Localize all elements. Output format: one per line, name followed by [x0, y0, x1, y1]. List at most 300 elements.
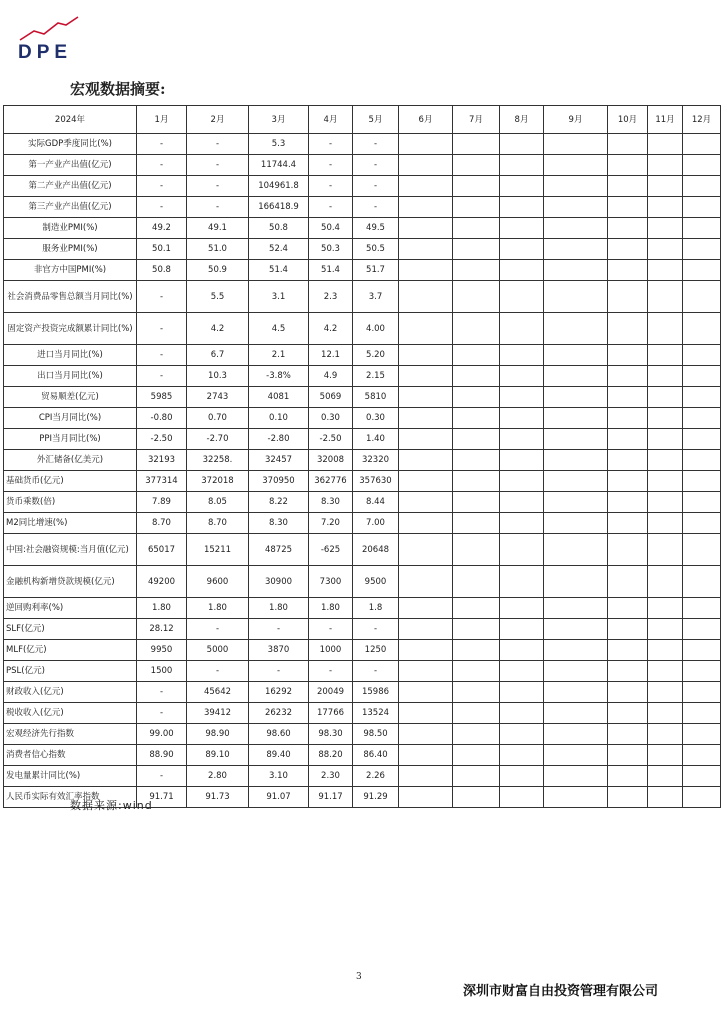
table-cell — [453, 534, 500, 566]
table-cell: 0.30 — [309, 408, 353, 429]
table-cell — [453, 661, 500, 682]
table-cell — [399, 661, 453, 682]
row-label: 税收收入(亿元) — [4, 703, 137, 724]
table-cell — [648, 134, 683, 155]
table-cell: 5.3 — [249, 134, 309, 155]
table-cell: 50.8 — [137, 260, 187, 281]
table-cell — [608, 766, 648, 787]
table-cell: -0.80 — [137, 408, 187, 429]
table-cell: 11744.4 — [249, 155, 309, 176]
table-cell — [608, 619, 648, 640]
table-cell — [399, 450, 453, 471]
table-cell: 9600 — [187, 566, 249, 598]
table-cell — [453, 313, 500, 345]
table-cell — [683, 366, 721, 387]
table-cell — [648, 345, 683, 366]
table-cell: 12.1 — [309, 345, 353, 366]
table-cell — [544, 471, 608, 492]
table-cell: - — [137, 366, 187, 387]
table-cell: -3.8% — [249, 366, 309, 387]
table-cell: 99.00 — [137, 724, 187, 745]
table-cell — [399, 281, 453, 313]
table-row — [4, 197, 721, 218]
table-cell: 5069 — [309, 387, 353, 408]
table-cell — [648, 471, 683, 492]
table-cell: 49.5 — [353, 218, 399, 239]
table-cell — [500, 492, 544, 513]
table-row — [4, 450, 721, 471]
table-cell: - — [353, 619, 399, 640]
table-cell — [683, 598, 721, 619]
table-cell — [399, 408, 453, 429]
table-cell — [453, 703, 500, 724]
table-row — [4, 745, 721, 766]
table-header-row — [4, 106, 721, 134]
table-cell: 50.4 — [309, 218, 353, 239]
table-row — [4, 492, 721, 513]
header-month: 12月 — [683, 106, 721, 134]
page-title: 宏观数据摘要: — [70, 80, 166, 98]
table-cell — [399, 260, 453, 281]
table-cell — [544, 566, 608, 598]
table-cell: 5810 — [353, 387, 399, 408]
table-cell: 32258. — [187, 450, 249, 471]
table-cell — [500, 260, 544, 281]
row-label: 非官方中国PMI(%) — [4, 260, 137, 281]
table-cell — [544, 598, 608, 619]
table-cell — [500, 387, 544, 408]
table-cell — [608, 513, 648, 534]
table-cell — [683, 197, 721, 218]
table-cell — [399, 387, 453, 408]
table-cell — [544, 492, 608, 513]
table-cell — [500, 281, 544, 313]
table-cell — [453, 513, 500, 534]
table-cell: 98.30 — [309, 724, 353, 745]
table-cell: 49200 — [137, 566, 187, 598]
table-cell: 2.30 — [309, 766, 353, 787]
table-cell — [648, 534, 683, 566]
table-cell — [608, 313, 648, 345]
table-cell — [544, 787, 608, 808]
table-cell — [648, 566, 683, 598]
table-cell: 51.4 — [309, 260, 353, 281]
table-cell: 3.1 — [249, 281, 309, 313]
table-cell — [399, 745, 453, 766]
table-row — [4, 313, 721, 345]
table-cell — [648, 408, 683, 429]
table-cell: 3.7 — [353, 281, 399, 313]
header-month: 2月 — [187, 106, 249, 134]
table-cell — [608, 471, 648, 492]
table-cell — [608, 534, 648, 566]
table-row — [4, 155, 721, 176]
table-cell: 1.40 — [353, 429, 399, 450]
table-cell: 26232 — [249, 703, 309, 724]
table-cell — [544, 281, 608, 313]
table-cell: 9950 — [137, 640, 187, 661]
table-cell: - — [137, 313, 187, 345]
table-cell — [608, 682, 648, 703]
table-cell — [500, 598, 544, 619]
row-label: SLF(亿元) — [4, 619, 137, 640]
table-cell — [683, 492, 721, 513]
table-cell: - — [137, 197, 187, 218]
table-cell — [399, 176, 453, 197]
table-cell — [500, 787, 544, 808]
table-cell — [608, 492, 648, 513]
table-cell: -2.50 — [137, 429, 187, 450]
table-row — [4, 281, 721, 313]
table-cell — [399, 566, 453, 598]
table-cell — [500, 513, 544, 534]
table-cell: 50.8 — [249, 218, 309, 239]
header-month: 9月 — [544, 106, 608, 134]
table-cell: - — [353, 134, 399, 155]
table-cell: 32457 — [249, 450, 309, 471]
table-cell — [544, 366, 608, 387]
table-cell — [683, 566, 721, 598]
table-cell: 8.70 — [137, 513, 187, 534]
table-cell: 8.22 — [249, 492, 309, 513]
table-cell — [544, 724, 608, 745]
table-cell — [608, 134, 648, 155]
table-cell — [453, 640, 500, 661]
table-cell — [608, 155, 648, 176]
table-cell: 45642 — [187, 682, 249, 703]
table-row — [4, 176, 721, 197]
table-cell: 98.90 — [187, 724, 249, 745]
table-cell: - — [309, 619, 353, 640]
row-label: 人民币实际有效汇率指数 — [4, 787, 137, 808]
row-label: PPI当月同比(%) — [4, 429, 137, 450]
table-cell — [683, 387, 721, 408]
table-cell: 50.1 — [137, 239, 187, 260]
table-cell — [500, 176, 544, 197]
table-cell: - — [353, 661, 399, 682]
table-cell — [453, 766, 500, 787]
table-cell — [648, 492, 683, 513]
table-cell — [453, 260, 500, 281]
logo-text: DPE — [18, 42, 73, 63]
table-cell — [453, 471, 500, 492]
table-cell — [608, 566, 648, 598]
table-cell — [399, 471, 453, 492]
table-cell — [453, 566, 500, 598]
table-cell — [648, 724, 683, 745]
table-cell: 2743 — [187, 387, 249, 408]
table-cell: 49.2 — [137, 218, 187, 239]
macro-data-table — [3, 105, 721, 808]
table-cell — [683, 682, 721, 703]
table-cell — [500, 134, 544, 155]
table-cell — [399, 766, 453, 787]
table-cell — [500, 640, 544, 661]
table-cell — [500, 703, 544, 724]
table-cell — [399, 640, 453, 661]
row-label: MLF(亿元) — [4, 640, 137, 661]
table-cell: 7300 — [309, 566, 353, 598]
table-cell — [500, 197, 544, 218]
row-label: 社会消费品零售总额当月同比(%) — [4, 281, 137, 313]
table-cell: - — [309, 176, 353, 197]
row-label: 固定资产投资完成额累计同比(%) — [4, 313, 137, 345]
table-cell: 89.40 — [249, 745, 309, 766]
table-row — [4, 534, 721, 566]
table-cell: 4.00 — [353, 313, 399, 345]
table-cell: 8.70 — [187, 513, 249, 534]
row-label: CPI当月同比(%) — [4, 408, 137, 429]
table-cell — [500, 366, 544, 387]
table-cell — [683, 218, 721, 239]
table-cell: - — [137, 766, 187, 787]
table-cell — [544, 155, 608, 176]
table-cell: - — [353, 197, 399, 218]
table-cell — [648, 682, 683, 703]
row-label: 出口当月同比(%) — [4, 366, 137, 387]
table-cell — [500, 661, 544, 682]
table-cell — [648, 239, 683, 260]
row-label: 财政收入(亿元) — [4, 682, 137, 703]
table-cell: 8.44 — [353, 492, 399, 513]
table-cell — [648, 513, 683, 534]
table-cell — [500, 450, 544, 471]
table-cell — [399, 598, 453, 619]
table-cell — [453, 745, 500, 766]
row-label: 发电量累计同比(%) — [4, 766, 137, 787]
table-row — [4, 345, 721, 366]
table-cell — [648, 281, 683, 313]
table-cell — [648, 787, 683, 808]
header-month: 8月 — [500, 106, 544, 134]
table-cell — [399, 345, 453, 366]
table-cell — [544, 450, 608, 471]
table-cell — [500, 313, 544, 345]
table-cell — [500, 682, 544, 703]
table-cell — [399, 134, 453, 155]
table-cell — [453, 176, 500, 197]
table-cell — [453, 218, 500, 239]
table-cell: 88.20 — [309, 745, 353, 766]
table-cell: 4.2 — [187, 313, 249, 345]
table-cell: 2.3 — [309, 281, 353, 313]
table-cell — [399, 619, 453, 640]
table-cell: 7.89 — [137, 492, 187, 513]
table-row — [4, 260, 721, 281]
table-cell: 52.4 — [249, 239, 309, 260]
table-cell: 88.90 — [137, 745, 187, 766]
table-row — [4, 682, 721, 703]
table-cell — [608, 408, 648, 429]
table-cell: 32320 — [353, 450, 399, 471]
table-cell — [500, 745, 544, 766]
table-cell: 104961.8 — [249, 176, 309, 197]
table-cell: 357630 — [353, 471, 399, 492]
table-row — [4, 703, 721, 724]
table-cell: 8.30 — [249, 513, 309, 534]
table-cell: 98.50 — [353, 724, 399, 745]
row-label: 实际GDP季度同比(%) — [4, 134, 137, 155]
table-cell — [453, 239, 500, 260]
table-cell — [608, 640, 648, 661]
table-cell — [608, 239, 648, 260]
table-cell: 5.20 — [353, 345, 399, 366]
table-cell — [648, 429, 683, 450]
table-cell — [683, 313, 721, 345]
table-cell — [399, 155, 453, 176]
table-cell: 51.0 — [187, 239, 249, 260]
table-cell — [453, 429, 500, 450]
table-row — [4, 429, 721, 450]
row-label: 第三产业产出值(亿元) — [4, 197, 137, 218]
header-year: 2024年 — [4, 106, 137, 134]
table-cell: -2.70 — [187, 429, 249, 450]
header-month: 3月 — [249, 106, 309, 134]
table-cell: - — [353, 155, 399, 176]
table-cell: 4.9 — [309, 366, 353, 387]
table-cell: - — [309, 661, 353, 682]
table-cell — [500, 619, 544, 640]
table-cell: 0.10 — [249, 408, 309, 429]
table-cell — [648, 619, 683, 640]
table-cell — [683, 724, 721, 745]
table-cell: 166418.9 — [249, 197, 309, 218]
table-cell — [683, 134, 721, 155]
table-cell — [544, 766, 608, 787]
table-cell: 91.71 — [137, 787, 187, 808]
table-row — [4, 366, 721, 387]
table-cell — [399, 313, 453, 345]
table-cell — [500, 345, 544, 366]
table-cell — [648, 640, 683, 661]
row-label: 进口当月同比(%) — [4, 345, 137, 366]
table-cell — [544, 134, 608, 155]
table-cell — [544, 239, 608, 260]
table-cell — [608, 745, 648, 766]
table-cell — [544, 534, 608, 566]
table-row — [4, 513, 721, 534]
table-cell: 30900 — [249, 566, 309, 598]
table-cell — [683, 534, 721, 566]
table-row — [4, 134, 721, 155]
row-label: 消费者信心指数 — [4, 745, 137, 766]
table-cell: 1000 — [309, 640, 353, 661]
table-cell: 8.30 — [309, 492, 353, 513]
table-cell — [500, 218, 544, 239]
table-cell: 9500 — [353, 566, 399, 598]
table-cell: - — [137, 281, 187, 313]
table-row — [4, 387, 721, 408]
table-cell: 370950 — [249, 471, 309, 492]
table-cell: 1500 — [137, 661, 187, 682]
table-cell — [453, 345, 500, 366]
table-cell — [399, 534, 453, 566]
header-month: 6月 — [399, 106, 453, 134]
table-row — [4, 566, 721, 598]
table-cell: 51.4 — [249, 260, 309, 281]
table-cell — [453, 450, 500, 471]
table-cell: 50.5 — [353, 239, 399, 260]
table-cell: - — [309, 155, 353, 176]
table-cell: 2.26 — [353, 766, 399, 787]
table-row — [4, 766, 721, 787]
table-row — [4, 661, 721, 682]
table-cell — [648, 176, 683, 197]
data-source-note: 数据来源:wind — [70, 799, 153, 812]
table-cell — [683, 408, 721, 429]
table-row — [4, 724, 721, 745]
table-cell: 1.80 — [249, 598, 309, 619]
table-cell — [608, 260, 648, 281]
row-label: 第一产业产出值(亿元) — [4, 155, 137, 176]
table-cell: 50.3 — [309, 239, 353, 260]
table-cell: 91.07 — [249, 787, 309, 808]
table-cell — [608, 450, 648, 471]
table-cell — [453, 281, 500, 313]
table-cell — [399, 682, 453, 703]
table-cell — [683, 619, 721, 640]
table-cell — [399, 787, 453, 808]
table-cell: - — [187, 134, 249, 155]
table-cell: 91.73 — [187, 787, 249, 808]
table-cell — [453, 682, 500, 703]
table-cell — [399, 724, 453, 745]
table-cell — [544, 640, 608, 661]
table-cell: - — [187, 176, 249, 197]
table-cell — [453, 366, 500, 387]
table-cell: 7.20 — [309, 513, 353, 534]
table-cell — [683, 450, 721, 471]
table-cell: 4.5 — [249, 313, 309, 345]
page-number: 3 — [356, 972, 362, 982]
table-cell: - — [249, 619, 309, 640]
table-cell — [648, 661, 683, 682]
table-cell — [648, 366, 683, 387]
table-cell: 2.15 — [353, 366, 399, 387]
table-cell: 48725 — [249, 534, 309, 566]
table-cell: 10.3 — [187, 366, 249, 387]
row-label: 贸易顺差(亿元) — [4, 387, 137, 408]
table-row — [4, 471, 721, 492]
table-cell: 6.7 — [187, 345, 249, 366]
table-cell: -2.50 — [309, 429, 353, 450]
table-cell: 86.40 — [353, 745, 399, 766]
table-row — [4, 619, 721, 640]
table-cell — [683, 281, 721, 313]
table-cell — [544, 313, 608, 345]
table-cell: - — [249, 661, 309, 682]
table-cell: 15211 — [187, 534, 249, 566]
table-cell — [500, 534, 544, 566]
table-cell — [683, 703, 721, 724]
header-month: 5月 — [353, 106, 399, 134]
table-cell — [500, 566, 544, 598]
table-cell — [453, 387, 500, 408]
header-month: 4月 — [309, 106, 353, 134]
row-label: 宏观经济先行指数 — [4, 724, 137, 745]
table-cell — [648, 598, 683, 619]
table-cell — [544, 260, 608, 281]
row-label: 中国:社会融资规模:当月值(亿元) — [4, 534, 137, 566]
table-cell — [453, 197, 500, 218]
table-cell — [648, 197, 683, 218]
table-cell — [544, 745, 608, 766]
table-cell — [683, 471, 721, 492]
table-cell: - — [137, 682, 187, 703]
row-label: 金融机构新增贷款规模(亿元) — [4, 566, 137, 598]
table-cell — [648, 218, 683, 239]
table-cell — [683, 260, 721, 281]
